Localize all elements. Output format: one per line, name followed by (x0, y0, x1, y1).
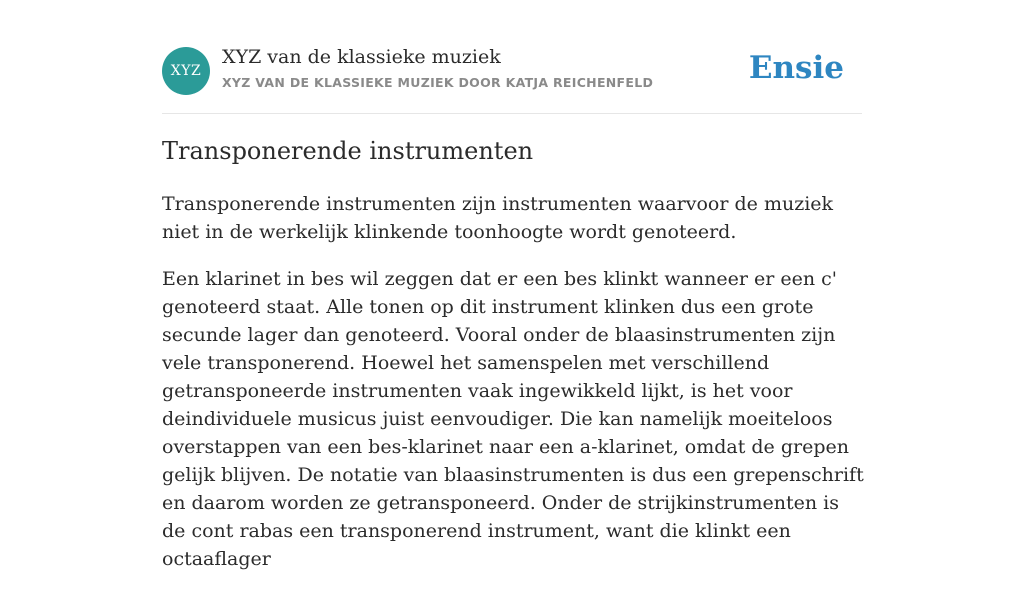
paragraph: Een klarinet in bes wil zeggen dat er een bes klinkt wanneer er een c' genoteerd staat. Alle tonen op dit instrument klinken dus een grote secunde lager dan genoteerd. Vooral onder de blaasinstrumenten zijn vele transponerend. Hoewel het samenspelen met verschillend getransponeerde instrumenten vaak ingewikkeld lijkt, is het voor deindividuele musicus juist eenvoudiger. Die kan namelijk moeiteloos overstappen van een bes-klarinet naar een a-klarinet, omdat de grepen gelijk blijven. De notatie van blaasinstrumenten is dus een grepenschrift en daarom worden ze getransponeerd. Onder de strijkinstrumenten is de cont rabas een transponerend instrument, want die klinkt een octaaflager (162, 268, 864, 570)
paragraph: Transponerende instrumenten zijn instrumenten waarvoor de muziek niet in de werkelijk klinkende toonhoogte wordt genoteerd. (162, 193, 834, 243)
ensie-logo[interactable]: Ensie (748, 50, 844, 86)
book-title[interactable]: XYZ van de klassieke muziek (222, 46, 501, 68)
book-avatar[interactable]: XYZ (162, 47, 210, 95)
header (162, 46, 862, 96)
article-title: Transponerende instrumenten (162, 137, 534, 165)
article-body (162, 190, 868, 592)
header-divider (162, 113, 862, 114)
book-subtitle: XYZ VAN DE KLASSIEKE MUZIEK DOOR KATJA REICHENFELD (222, 75, 654, 90)
